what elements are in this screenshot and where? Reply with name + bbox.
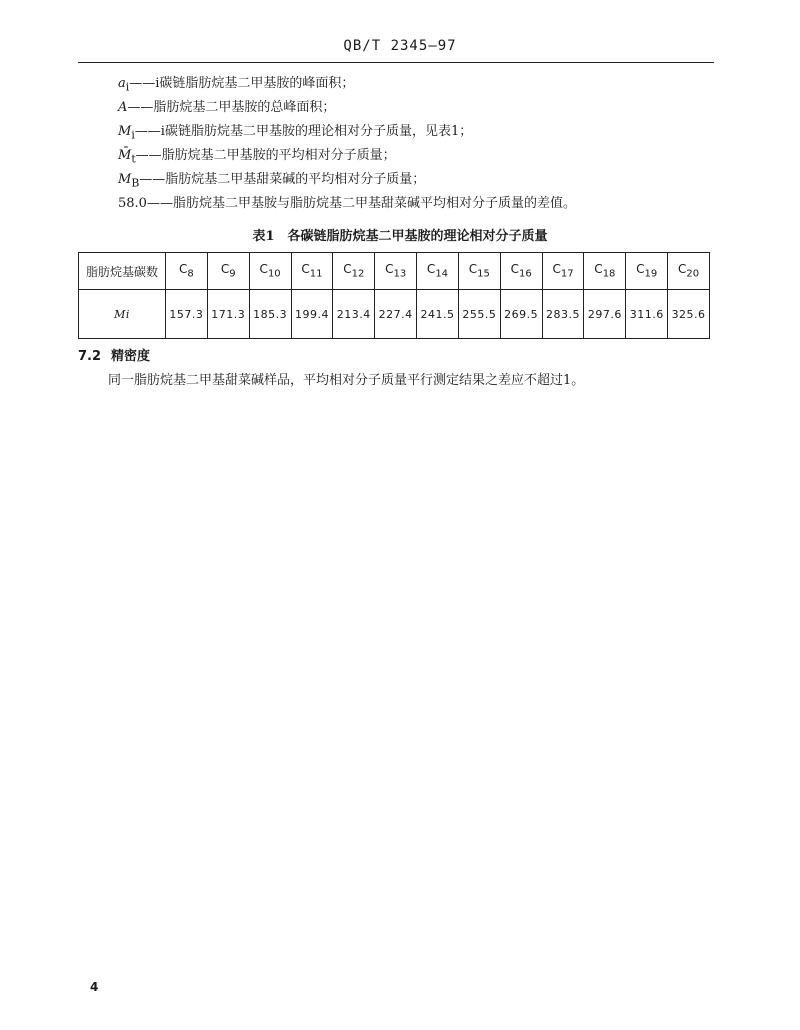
definition-line [118,72,718,96]
definition-symbol: M̄ [118,148,132,163]
table-values-row [79,290,710,339]
mass-value-cell: 213.4 [333,290,375,339]
definition-line [118,192,718,216]
mass-value-cell: 311.6 [626,290,668,339]
carbon-number-cell: $C_{20}$ [668,253,710,290]
carbon-number-cell: $C_{14}$ [417,253,459,290]
definition-symbol: a [118,76,126,91]
mass-value-cell: 199.4 [291,290,333,339]
carbon-number-cell: $C_{16}$ [500,253,542,290]
definition-text: ——i碳链脂肪烷基二甲基胺的理论相对分子质量，见表1； [134,124,473,139]
definition-subscript: t [131,152,136,166]
carbon-number-cell: $C_{19}$ [626,253,668,290]
definition-line [118,168,718,192]
section-number: 7.2 [78,349,102,364]
mass-value-cell: 269.5 [500,290,542,339]
table-header-row [79,253,710,290]
definition-symbol: M [118,124,132,139]
definition-subscript: i [131,128,135,142]
definition-line [118,120,718,144]
definition-symbol: M [118,172,132,187]
table-caption: 表1 各碳链脂肪烷基二甲基胺的理论相对分子质量 [252,229,548,244]
definition-line [118,96,718,120]
carbon-number-cell: $C_{13}$ [375,253,417,290]
mass-value-cell: 171.3 [207,290,249,339]
section-heading [78,345,150,364]
section-title: 精密度 [111,349,151,364]
definition-line [118,144,718,168]
mass-value-cell: 283.5 [542,290,584,339]
mass-value-cell: 227.4 [375,290,417,339]
page-number: 4 [90,980,99,994]
header-rule [78,62,714,63]
mass-value-cell: 325.6 [668,290,710,339]
carbon-number-cell: $C_{17}$ [542,253,584,290]
definition-symbol: A [118,100,128,115]
document-code-header: QB/T 2345—97 [343,38,457,54]
carbon-number-cell: $C_{15}$ [458,253,500,290]
mass-value-cell: 255.5 [458,290,500,339]
definition-text: ——脂肪烷基二甲基胺与脂肪烷基二甲基甜菜碱平均相对分子质量的差值。 [146,196,576,211]
definition-text: ——脂肪烷基二甲基甜菜碱的平均相对分子质量； [139,172,426,187]
carbon-number-cell: $C_8$ [166,253,208,290]
molecular-mass-table [78,252,710,339]
carbon-number-cell: $C_{12}$ [333,253,375,290]
definition-text: ——脂肪烷基二甲基胺的总峰面积； [127,100,336,115]
mass-value-cell: 241.5 [417,290,459,339]
carbon-number-cell: $C_{11}$ [291,253,333,290]
mass-value-cell: 297.6 [584,290,626,339]
symbol-definitions [118,72,718,216]
carbon-number-cell: $C_{10}$ [249,253,291,290]
definition-subscript: B [131,176,140,190]
definition-text: ——脂肪烷基二甲基胺的平均相对分子质量； [135,148,396,163]
row-label-carbon-number: 脂肪烷基碳数 [79,253,166,290]
carbon-number-cell: $C_{18}$ [584,253,626,290]
mass-value-cell: 185.3 [249,290,291,339]
definition-text: ——i碳链脂肪烷基二甲基胺的峰面积； [129,76,355,91]
row-label-mi: Mi [79,290,166,339]
carbon-number-cell: $C_9$ [207,253,249,290]
section-paragraph: 同一脂肪烷基二甲基甜菜碱样品，平均相对分子质量平行测定结果之差应不超过1。 [108,373,585,388]
mass-value-cell: 157.3 [166,290,208,339]
definition-symbol: 58.0 [118,196,147,211]
definition-subscript: i [125,80,130,94]
